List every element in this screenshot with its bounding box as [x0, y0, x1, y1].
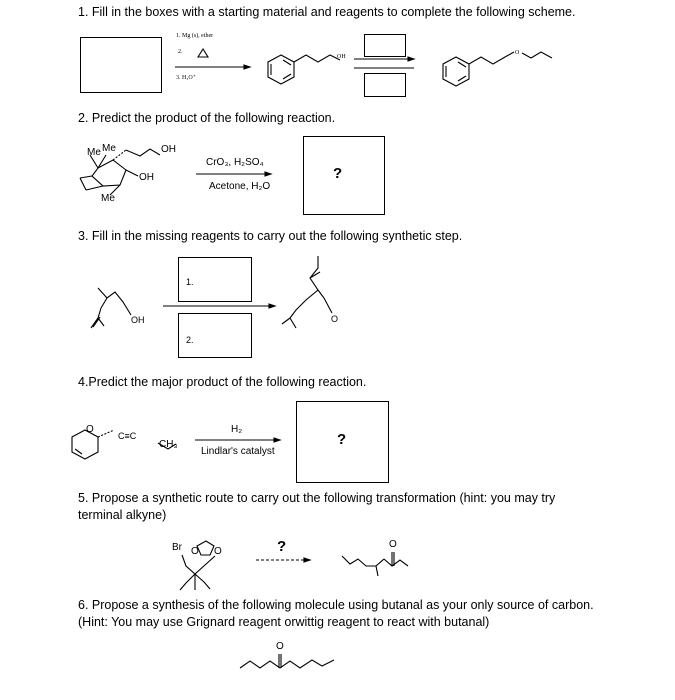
question-4-text: 4.Predict the major product of the following reaction. — [78, 375, 367, 389]
scheme4-reagent-top: H₂ — [231, 424, 243, 435]
scheme5-o-label-2: O — [214, 546, 222, 557]
scheme5-br-label: Br — [172, 542, 182, 553]
scheme2-me-top: Me — [87, 147, 101, 158]
scheme1-reagent-1: 1. Mg (s), ether — [176, 33, 214, 39]
scheme3-aldehyde — [282, 256, 332, 328]
scheme2-reagent-bottom: Acetone, H₂O — [209, 181, 271, 192]
scheme2-product-box[interactable] — [303, 136, 385, 215]
scheme4-reagent-bottom: Lindlar's catalyst — [201, 446, 275, 457]
scheme3-o-label: O — [331, 314, 339, 324]
scheme4-o-label: O — [86, 424, 94, 435]
scheme6-target-ketone — [240, 654, 334, 668]
scheme3-oh-label: OH — [131, 315, 145, 325]
scheme5-o-label-3: O — [389, 539, 397, 550]
scheme2-reagent-top: CrO₃, H₂SO₄ — [206, 157, 264, 168]
question-2-text: 2. Predict the product of the following reaction. — [78, 111, 336, 125]
scheme1-reagent-3: 3. H₃O⁺ — [176, 75, 196, 81]
scheme5-question-mark: ? — [277, 538, 287, 555]
scheme1-starting-material-box[interactable] — [80, 37, 162, 93]
scheme4-ch3-label: CH₃ — [159, 439, 178, 450]
scheme2-oh-top: OH — [161, 144, 176, 155]
scheme4-question-mark: ? — [337, 431, 347, 448]
scheme1-oh-label: OH — [337, 54, 346, 60]
scheme1-o-label: O — [515, 50, 520, 56]
scheme1-product-ether — [443, 52, 552, 86]
scheme2-question-mark: ? — [333, 165, 343, 182]
scheme1-reagent-2: 2. — [178, 49, 183, 55]
question-1-text: 1. Fill in the boxes with a starting material and reagents to complete the following scheme. — [78, 5, 576, 19]
scheme1-reagent-box-top[interactable] — [364, 34, 406, 57]
scheme5-target-ketone — [342, 552, 408, 576]
scheme4-triple-bond: C≡C — [118, 431, 137, 441]
scheme2-oh-ring: OH — [139, 172, 154, 183]
scheme2-me-top-2: Me — [102, 143, 116, 154]
scheme6-o-label: O — [276, 641, 284, 652]
scheme1-product-phenyl-ethanol — [268, 55, 340, 84]
scheme3-step-2: 2. — [186, 335, 194, 345]
question-6-text: 6. Propose a synthesis of the following molecule using butanal as your only source of carbon. (Hint: You may use Grignard reagent orwittig reagent to react with butanal) — [78, 598, 594, 629]
scheme1-epoxide — [198, 49, 208, 57]
question-3-text: 3. Fill in the missing reagents to carry out the following synthetic step. — [78, 229, 463, 243]
scheme1-reagent-box-bottom[interactable] — [364, 73, 406, 97]
question-5-text: 5. Propose a synthetic route to carry out the following transformation (hint: you may try terminal alkyne) — [78, 491, 556, 522]
scheme3-alkene-alcohol — [91, 288, 131, 328]
scheme5-o-label-1: O — [191, 546, 199, 557]
scheme2-me-bottom: Me — [101, 193, 115, 204]
scheme3-step-1: 1. — [186, 277, 194, 287]
